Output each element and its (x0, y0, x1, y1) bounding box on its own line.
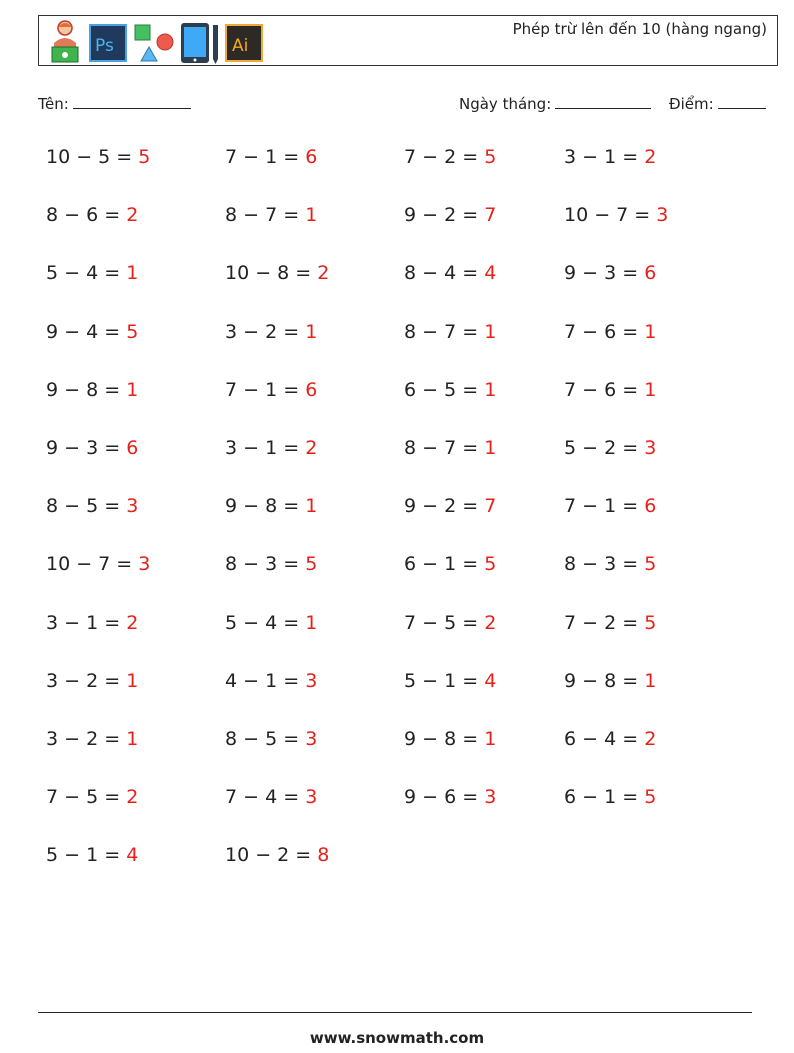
problem-answer: 4 (484, 669, 497, 692)
problem-expression: 3 − 2 = (46, 727, 127, 750)
problem-expression: 9 − 8 = (404, 727, 485, 750)
shapes-icon (133, 23, 175, 63)
footer-url: www.snowmath.com (309, 1029, 485, 1047)
problem-item (225, 844, 329, 866)
problem-answer: 2 (305, 436, 318, 459)
problem-answer: 5 (305, 553, 318, 576)
problem-answer: 2 (644, 146, 657, 168)
problem-answer: 1 (484, 436, 497, 459)
problem-item (404, 321, 496, 343)
problem-item (46, 553, 150, 575)
problem-row (46, 786, 766, 844)
problem-item (46, 437, 138, 459)
problem-answer: 3 (644, 436, 657, 459)
problem-expression: 9 − 8 = (225, 495, 306, 518)
problem-answer: 3 (305, 669, 318, 692)
problem-expression: 3 − 1 = (564, 146, 645, 168)
problem-item (404, 437, 496, 459)
problem-expression: 9 − 3 = (46, 436, 127, 459)
problem-item (46, 321, 138, 343)
problem-item (404, 146, 496, 168)
problem-expression: 10 − 5 = (46, 146, 139, 168)
problem-item (225, 321, 317, 343)
problem-answer: 4 (484, 262, 497, 285)
problem-item (225, 612, 317, 634)
problem-answer: 5 (126, 320, 139, 343)
problem-expression: 8 − 4 = (404, 262, 485, 285)
problem-item (46, 262, 138, 284)
problem-expression: 7 − 1 = (225, 146, 306, 168)
problem-expression: 7 − 5 = (404, 611, 485, 634)
problem-expression: 5 − 4 = (225, 611, 306, 634)
problem-row (46, 379, 766, 437)
problem-item (225, 146, 317, 168)
problem-item (564, 612, 656, 634)
problem-answer: 1 (126, 378, 139, 401)
problem-item (404, 553, 496, 575)
problem-answer: 6 (126, 436, 139, 459)
problem-expression: 10 − 7 = (564, 204, 657, 227)
problem-expression: 7 − 1 = (564, 495, 645, 518)
problem-expression: 4 − 1 = (225, 669, 306, 692)
problem-item (46, 844, 138, 866)
problem-answer: 8 (317, 844, 330, 867)
problem-answer: 6 (644, 495, 657, 518)
problem-expression: 8 − 7 = (225, 204, 306, 227)
date-label: Ngày tháng: (459, 95, 552, 113)
problem-item (225, 204, 317, 226)
problem-answer: 3 (656, 204, 669, 227)
problem-expression: 3 − 2 = (46, 669, 127, 692)
person-at-computer-icon (47, 19, 83, 63)
problem-item (564, 204, 668, 226)
problem-item (564, 728, 656, 750)
problem-expression: 3 − 2 = (225, 320, 306, 343)
problem-item (404, 204, 496, 226)
score-blank[interactable] (718, 94, 766, 109)
problem-item (225, 553, 317, 575)
problem-expression: 9 − 4 = (46, 320, 127, 343)
footer-divider (38, 1012, 752, 1013)
problem-row (46, 670, 766, 728)
problem-answer: 1 (484, 320, 497, 343)
problem-row (46, 612, 766, 670)
problem-item (564, 146, 656, 168)
problem-item (564, 495, 656, 517)
problem-item (404, 786, 496, 808)
problem-row (46, 844, 766, 902)
problem-expression: 7 − 2 = (404, 146, 485, 168)
problem-expression: 10 − 8 = (225, 262, 318, 285)
problem-answer: 1 (305, 204, 318, 227)
tablet-stylus-icon (179, 21, 221, 65)
problem-row (46, 437, 766, 495)
problem-answer: 6 (305, 378, 318, 401)
problem-row (46, 553, 766, 611)
problem-expression: 9 − 8 = (564, 669, 645, 692)
problem-grid (46, 146, 766, 902)
problem-item (46, 495, 138, 517)
problem-item (46, 204, 138, 226)
problem-item (404, 612, 496, 634)
problem-answer: 5 (484, 553, 497, 576)
problem-answer: 2 (126, 786, 139, 809)
problem-item (46, 146, 150, 168)
problem-item (225, 262, 329, 284)
name-blank[interactable] (73, 94, 191, 109)
problem-item (564, 786, 656, 808)
problem-answer: 5 (138, 146, 151, 168)
problem-expression: 6 − 5 = (404, 378, 485, 401)
problem-expression: 9 − 2 = (404, 204, 485, 227)
problem-expression: 6 − 4 = (564, 727, 645, 750)
problem-expression: 7 − 4 = (225, 786, 306, 809)
problem-answer: 3 (305, 786, 318, 809)
problem-expression: 10 − 7 = (46, 553, 139, 576)
problem-expression: 7 − 6 = (564, 378, 645, 401)
problem-answer: 2 (317, 262, 330, 285)
problem-expression: 6 − 1 = (404, 553, 485, 576)
problem-expression: 6 − 1 = (564, 786, 645, 809)
illustrator-icon (225, 24, 263, 62)
problem-answer: 6 (644, 262, 657, 285)
name-field (38, 94, 191, 113)
problem-answer: 1 (126, 727, 139, 750)
problem-expression: 8 − 7 = (404, 436, 485, 459)
problem-expression: 5 − 2 = (564, 436, 645, 459)
problem-item (564, 262, 656, 284)
worksheet-header (38, 15, 778, 66)
problem-answer: 3 (305, 727, 318, 750)
problem-answer: 2 (644, 727, 657, 750)
problem-answer: 1 (644, 320, 657, 343)
problem-expression: 8 − 3 = (564, 553, 645, 576)
problem-item (225, 728, 317, 750)
problem-item (225, 379, 317, 401)
problem-item (404, 670, 496, 692)
date-blank[interactable] (555, 94, 651, 109)
score-label: Điểm: (669, 95, 714, 113)
problem-item (564, 437, 656, 459)
problem-expression: 8 − 7 = (404, 320, 485, 343)
problem-answer: 1 (484, 727, 497, 750)
ps-label: Ps (95, 36, 114, 56)
problem-row (46, 262, 766, 320)
problem-answer: 1 (305, 495, 318, 518)
problem-item (46, 670, 138, 692)
problem-answer: 2 (126, 204, 139, 227)
problem-answer: 2 (126, 611, 139, 634)
problem-answer: 5 (644, 553, 657, 576)
problem-item (404, 262, 496, 284)
problem-answer: 3 (484, 786, 497, 809)
problem-answer: 4 (126, 844, 139, 867)
problem-expression: 8 − 5 = (225, 727, 306, 750)
problem-expression: 9 − 2 = (404, 495, 485, 518)
photoshop-icon (89, 24, 127, 62)
problem-answer: 1 (644, 669, 657, 692)
problem-answer: 1 (126, 669, 139, 692)
problem-item (564, 553, 656, 575)
problem-item (404, 728, 496, 750)
problem-item (225, 786, 317, 808)
problem-answer: 1 (126, 262, 139, 285)
problem-item (564, 379, 656, 401)
problem-item (564, 321, 656, 343)
problem-item (225, 437, 317, 459)
problem-item (404, 379, 496, 401)
problem-item (46, 728, 138, 750)
problem-item (225, 670, 317, 692)
problem-expression: 9 − 6 = (404, 786, 485, 809)
problem-answer: 2 (484, 611, 497, 634)
score-field (669, 94, 766, 113)
problem-answer: 5 (644, 786, 657, 809)
problem-row (46, 728, 766, 786)
name-label: Tên: (38, 95, 69, 113)
problem-item (46, 379, 138, 401)
problem-expression: 9 − 3 = (564, 262, 645, 285)
problem-row (46, 495, 766, 553)
problem-item (225, 495, 317, 517)
problem-item (46, 612, 138, 634)
problem-row (46, 321, 766, 379)
problem-expression: 8 − 5 = (46, 495, 127, 518)
problem-expression: 3 − 1 = (225, 436, 306, 459)
problem-expression: 9 − 8 = (46, 378, 127, 401)
worksheet-title: Phép trừ lên đến 10 (hàng ngang) (512, 20, 767, 38)
problem-answer: 7 (484, 495, 497, 518)
problem-answer: 6 (305, 146, 318, 168)
problem-answer: 3 (126, 495, 139, 518)
problem-item (404, 495, 496, 517)
problem-answer: 1 (484, 378, 497, 401)
ai-label: Ai (232, 36, 249, 56)
problem-expression: 7 − 2 = (564, 611, 645, 634)
problem-answer: 1 (644, 378, 657, 401)
problem-expression: 7 − 6 = (564, 320, 645, 343)
problem-expression: 5 − 1 = (46, 844, 127, 867)
problem-answer: 1 (305, 320, 318, 343)
problem-expression: 10 − 2 = (225, 844, 318, 867)
problem-expression: 8 − 6 = (46, 204, 127, 227)
problem-expression: 7 − 5 = (46, 786, 127, 809)
problem-expression: 5 − 4 = (46, 262, 127, 285)
problem-answer: 7 (484, 204, 497, 227)
problem-answer: 5 (644, 611, 657, 634)
problem-expression: 5 − 1 = (404, 669, 485, 692)
problem-answer: 1 (305, 611, 318, 634)
problem-expression: 8 − 3 = (225, 553, 306, 576)
problem-item (564, 670, 656, 692)
problem-expression: 7 − 1 = (225, 378, 306, 401)
date-field (459, 94, 651, 113)
problem-item (46, 786, 138, 808)
problem-row (46, 146, 766, 204)
problem-answer: 5 (484, 146, 497, 168)
problem-row (46, 204, 766, 262)
problem-answer: 3 (138, 553, 151, 576)
problem-expression: 3 − 1 = (46, 611, 127, 634)
